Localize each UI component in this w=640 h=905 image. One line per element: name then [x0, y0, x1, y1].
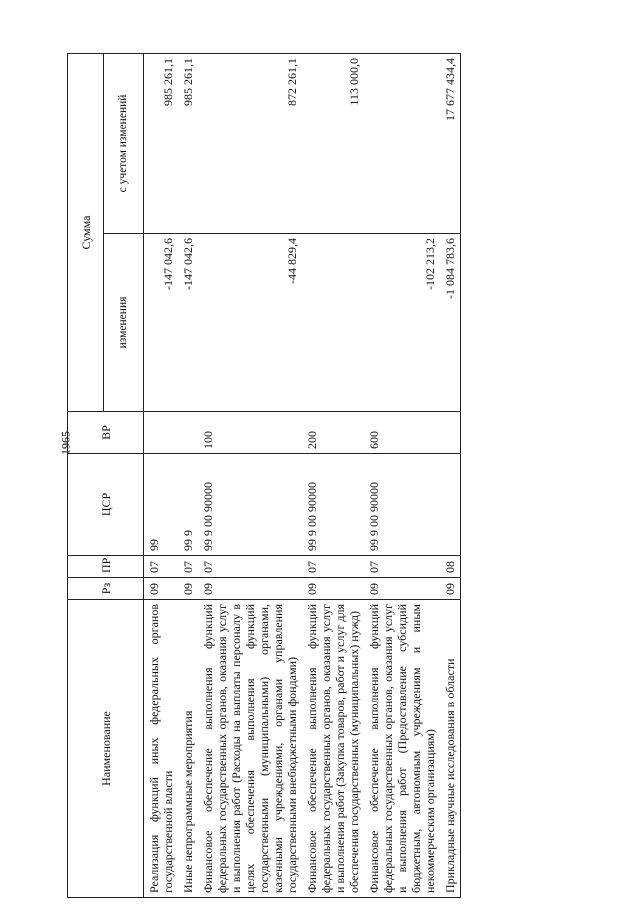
row-pr: 07: [144, 556, 179, 578]
table-body: [144, 53, 461, 897]
row-csr: 99 9 00 90000: [302, 454, 364, 556]
row-csr: [440, 454, 461, 556]
header-changes: изменения: [104, 234, 144, 412]
row-csr: 99: [144, 454, 179, 556]
row-vr: [144, 412, 179, 454]
row-pr: 07: [178, 556, 198, 578]
row-pr: 07: [198, 556, 302, 578]
header-with-changes: с учетом изменений: [104, 53, 144, 233]
row-vr: 600: [364, 412, 440, 454]
budget-table: [67, 53, 461, 898]
header-rz: Рз: [68, 578, 144, 600]
row-rz: 09: [198, 578, 302, 600]
budget-table-page: [67, 54, 589, 898]
row-change: -147 042,6: [178, 234, 198, 412]
row-rz: 09: [302, 578, 364, 600]
row-pr: 08: [440, 556, 461, 578]
row-name: Реализация функций иных федеральных органов государственной власти: [144, 600, 179, 898]
table-row: [178, 53, 198, 897]
table-row: [198, 53, 302, 897]
header-vr: ВР: [68, 412, 144, 454]
table-header: [68, 53, 144, 897]
row-rz: 09: [364, 578, 440, 600]
row-name: Финансовое обеспечение выполнения функций федеральных государственных органов, оказания услуг и выполнения работ (Предоставление субсидий бюджетным, автономным учреждениям и иным некоммерческим организациям): [364, 600, 440, 898]
row-total: 985 261,1: [178, 53, 198, 233]
row-change: -147 042,6: [144, 234, 179, 412]
table-row: [144, 53, 179, 897]
row-rz: 09: [440, 578, 461, 600]
row-name: Прикладные научные исследования в области: [440, 600, 461, 898]
row-name: Финансовое обеспечение выполнения функций федеральных государственных органов, оказания услуг и выполнения работ (Расходы на выплаты персоналу в целях обеспечения выполнения функций государственными (муниципальными) органами, казенными учреждениями, органами управления государственными внебюджетными фондами): [198, 600, 302, 898]
row-change: -102 213,2: [364, 234, 440, 412]
row-vr: 200: [302, 412, 364, 454]
row-total: [364, 53, 440, 233]
row-total: 985 261,1: [144, 53, 179, 233]
row-name: Иные непрограммные мероприятия: [178, 600, 198, 898]
row-csr: 99 9: [178, 454, 198, 556]
header-csr: ЦСР: [68, 454, 144, 556]
header-pr: ПР: [68, 556, 144, 578]
page-number: 1965: [58, 431, 73, 455]
row-change: -44 829,4: [198, 234, 302, 412]
row-csr: 99 9 00 90000: [364, 454, 440, 556]
row-name: Финансовое обеспечение выполнения функций федеральных государственных органов, оказания услуг и выполнения работ (Закупка товаров, работ и услуг для обеспечения государственных (муниципальных) нужд): [302, 600, 364, 898]
row-csr: 99 9 00 90000: [198, 454, 302, 556]
row-rz: 09: [144, 578, 179, 600]
row-change: [302, 234, 364, 412]
row-vr: 100: [198, 412, 302, 454]
row-rz: 09: [178, 578, 198, 600]
header-sum: Сумма: [68, 53, 104, 411]
row-pr: 07: [364, 556, 440, 578]
table-row: [364, 53, 440, 897]
row-total: 113 000,0: [302, 53, 364, 233]
row-pr: 07: [302, 556, 364, 578]
row-total: 17 677 434,4: [440, 53, 461, 233]
row-total: 872 261,1: [198, 53, 302, 233]
table-row: [440, 53, 461, 897]
table-row: [302, 53, 364, 897]
header-name: Наименование: [68, 600, 144, 898]
row-change: -1 084 783,6: [440, 234, 461, 412]
row-vr: [440, 412, 461, 454]
row-vr: [178, 412, 198, 454]
